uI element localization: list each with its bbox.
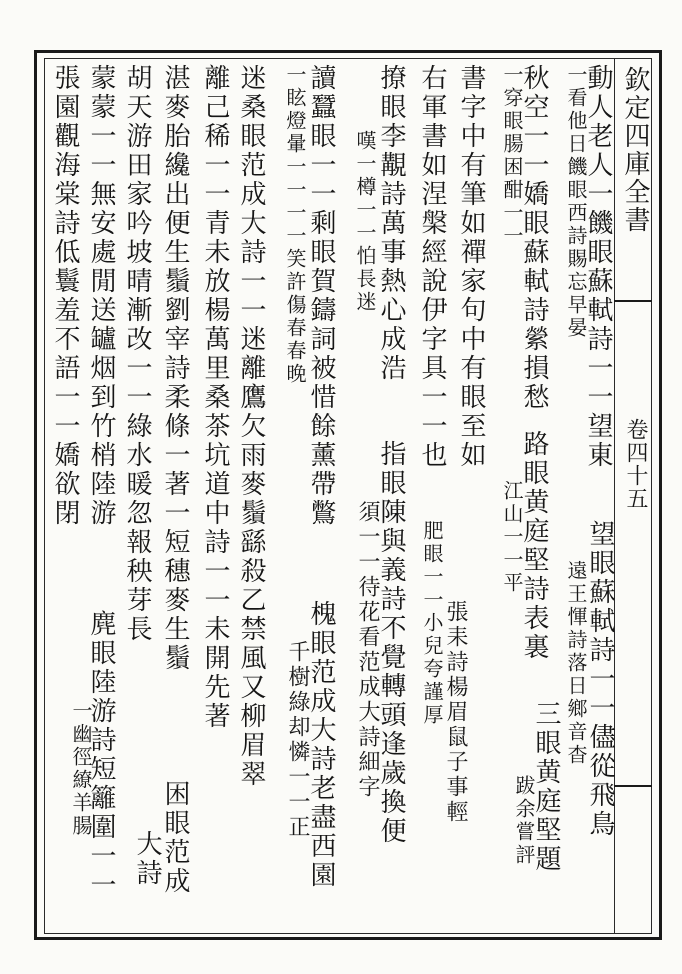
text-column-19: 讀蠶眼一一剩眼賀鑄詞被惜餘薰帶鷩 [306,64,336,528]
text-column-7: 秋空一一嬌眼蘇軾詩縈損愁 [519,64,549,412]
text-column-25: 湛麥胎纔出便生鬚劉宰詩柔條一著一短穗麥生鬚 [160,64,190,673]
text-column-5: 三眼黄庭堅題 [531,700,561,874]
text-column-13: 張耒詩楊眉鼠子事輕 [443,600,468,825]
text-column-17: 指眼陳與義詩不覺轉頭逢歲換便 [376,440,406,846]
text-column-4: 遠王惲詩落日鄉音杳 [564,560,588,767]
text-column-2: 一看他日饑眼西詩賜忘早晏 [564,64,588,340]
text-column-29: 蒙蒙一一無安處閒送罏烟到竹梢陸游 [86,64,116,528]
text-column-16: 嘆一樽一一怕長迷 [353,130,377,314]
text-column-27: 大詩 [132,830,162,888]
text-column-3: 望眼蘇軾詩一一儘從飛鳥 [585,520,615,839]
book-title: 欽定四庫全書 [620,66,650,234]
header-divider [614,300,652,302]
text-column-14: 肥眼一一小兒夸謹厚 [420,520,444,727]
text-column-23: 迷桑眼范成大詩一一迷離鷹欠雨麥鬚繇殺乙禁風又柳眉翠 [236,64,266,789]
text-column-11: 書字中有筆如禪家句中有眼至如 [456,64,486,470]
header-divider-lower [614,785,652,787]
text-column-18: 須一一待花看范成大詩細字 [355,500,380,800]
volume-label: 卷四十五 [623,418,648,510]
text-column-15: 撩眼李覯詩萬事熱心成浩 [376,64,406,383]
text-column-26: 困眼范成 [160,780,190,896]
text-column-21: 槐眼范成大詩老盡西園 [306,600,336,890]
text-column-22: 千樹綠却憐一一正 [285,640,310,840]
text-column-12: 右軍書如涅槃經說伊字具一一也 [417,64,447,470]
text-column-30: 麂眼陸游詩短籬圍一一 [86,610,116,900]
text-column-20: 一眩燈暈一一一一笑許傷春春晚 [283,64,307,386]
text-column-8: 一穿眼腸困酣一一 [500,64,524,248]
text-column-10: 江山一一平 [500,480,524,595]
text-column-31: 張園觀海棠詩低鬟羞不語一一嬌欲閉 [50,64,80,528]
text-column-9: 路眼黄庭堅詩表裏 [519,430,549,662]
text-column-28: 胡天游田家吟坡晴漸改一一綠水暖忽報秧芽長 [122,64,152,644]
text-column-24: 離己稀一一青未放楊萬里桑茶坑道中詩一一未開先著 [200,64,230,731]
text-column-6: 跋余嘗評 [512,775,536,867]
text-column-1: 動人老人一饑眼蘇軾詩一一望東 [583,64,613,470]
text-column-32: 一幽徑繚羊腸 [69,700,93,838]
